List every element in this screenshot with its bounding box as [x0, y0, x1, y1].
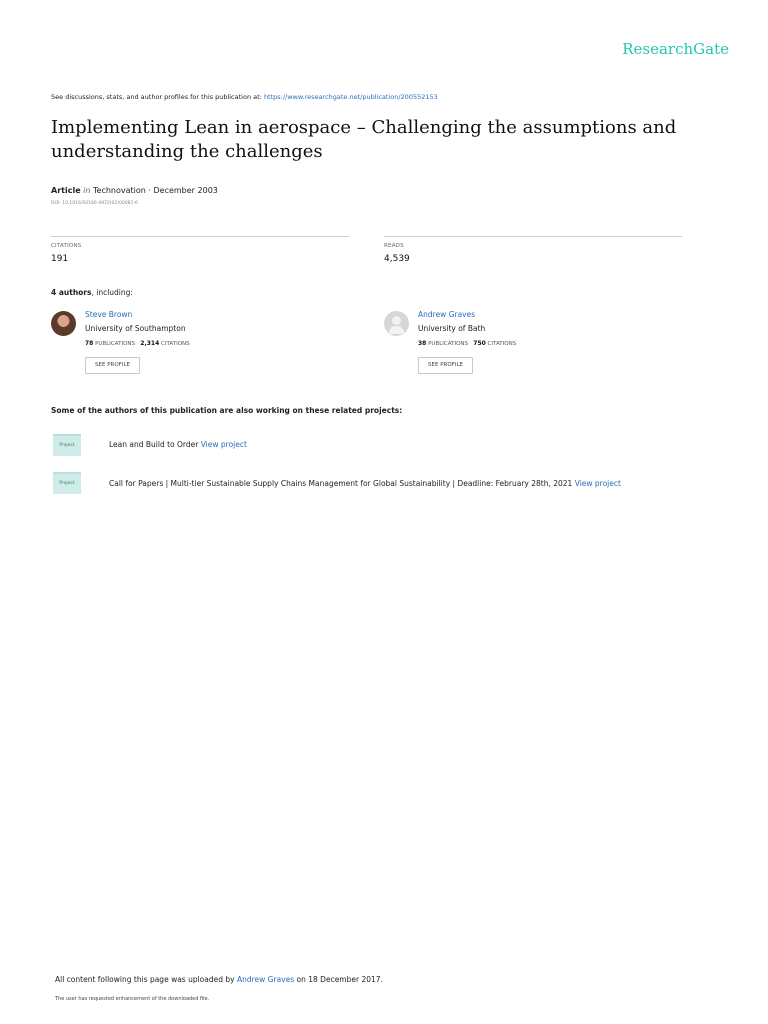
- author-name-link[interactable]: Andrew Graves: [418, 310, 476, 319]
- author-institution: University of Bath: [418, 324, 486, 333]
- authors-heading-suffix: , including:: [91, 288, 133, 297]
- authors-heading: [51, 288, 133, 297]
- citations-label: CITATIONS: [51, 243, 82, 249]
- publication-url-link[interactable]: https://www.researchgate.net/publication/200552153: [263, 93, 438, 101]
- author-citations-count: 750: [473, 340, 486, 347]
- authors-count: 4 authors: [51, 288, 92, 297]
- view-project-link[interactable]: View project: [574, 479, 621, 488]
- uploader-link[interactable]: Andrew Graves: [236, 975, 295, 984]
- author-stats: [85, 340, 190, 347]
- see-profile-button[interactable]: SEE PROFILE: [85, 357, 140, 374]
- author-citations-label: CITATIONS: [161, 341, 190, 347]
- citations-value: 191: [51, 254, 69, 264]
- view-project-link[interactable]: View project: [200, 440, 247, 449]
- in-word: in: [83, 186, 91, 195]
- upload-note: [55, 975, 383, 984]
- reads-value: 4,539: [384, 254, 410, 264]
- citations-divider: [51, 236, 349, 237]
- publication-doi: DOI: 10.1016/S0166-4972(02)00081-6: [51, 201, 138, 206]
- author-citations-label: CITATIONS: [487, 341, 517, 347]
- enhancement-note: The user has requested enhancement of the downloaded file.: [55, 996, 210, 1002]
- discussion-line: [51, 93, 438, 101]
- author-publications-count: 78: [85, 340, 94, 347]
- avatar-placeholder-icon[interactable]: [384, 311, 409, 336]
- author-publications-count: 38: [418, 340, 427, 347]
- upload-suffix: on 18 December 2017.: [296, 975, 383, 984]
- project-folder-icon: Project: [53, 434, 81, 456]
- related-projects-heading: Some of the authors of this publication are also working on these related projects:: [51, 406, 403, 415]
- author-name-link[interactable]: Steve Brown: [85, 310, 133, 319]
- project-folder-icon: Project: [53, 472, 81, 494]
- author-publications-label: PUBLICATIONS: [95, 341, 136, 347]
- publication-title: Implementing Lean in aerospace – Challenging the assumptions and understanding the challenges: [51, 117, 677, 162]
- author-publications-label: PUBLICATIONS: [428, 341, 469, 347]
- avatar[interactable]: [51, 311, 76, 336]
- reads-divider: [384, 236, 682, 237]
- publication-type: Article: [51, 186, 81, 195]
- author-institution: University of Southampton: [85, 324, 186, 333]
- related-project-item: [109, 440, 247, 449]
- upload-prefix: All content following this page was uploaded by: [55, 975, 235, 984]
- publication-meta: [51, 186, 218, 195]
- researchgate-logo[interactable]: ResearchGate: [622, 40, 729, 58]
- publication-venue: Technovation · December 2003: [93, 186, 218, 195]
- reads-label: READS: [384, 243, 404, 249]
- related-project-item: [109, 479, 621, 488]
- project-title: Lean and Build to Order: [109, 440, 199, 449]
- discussion-text: See discussions, stats, and author profiles for this publication at:: [51, 93, 262, 101]
- author-stats: [418, 340, 516, 347]
- see-profile-button[interactable]: SEE PROFILE: [418, 357, 473, 374]
- author-citations-count: 2,314: [140, 340, 160, 347]
- project-title: Call for Papers | Multi-tier Sustainable Supply Chains Management for Global Sustainability | Deadline: February 28th, 2021: [109, 479, 573, 488]
